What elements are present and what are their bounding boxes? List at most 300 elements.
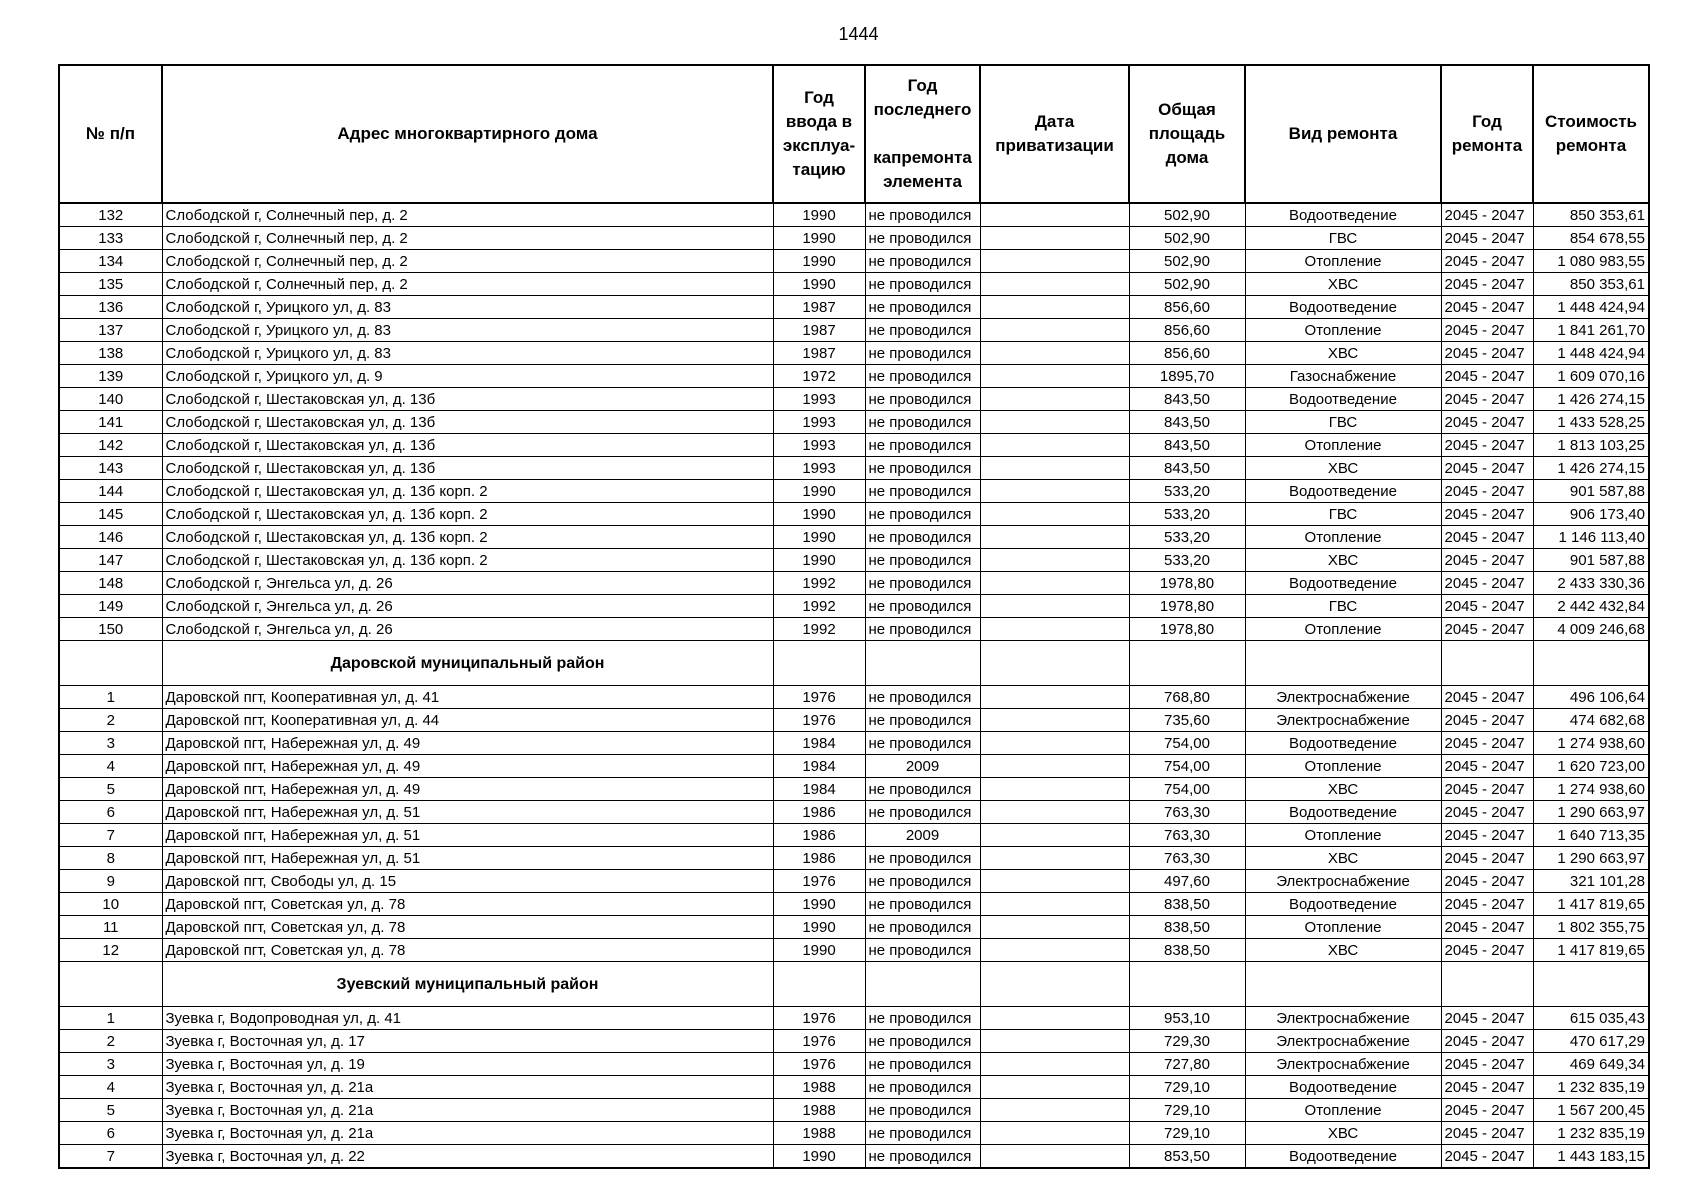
cell-repair-type: Водоотведение (1245, 732, 1441, 755)
table-row (59, 709, 1649, 732)
cell-repair-years: 2045 - 2047 (1441, 595, 1533, 618)
cell-year-built: 1988 (773, 1076, 865, 1099)
table-header (59, 65, 1649, 203)
cell-repair-type: Водоотведение (1245, 1145, 1441, 1169)
cell-repair-type: ГВС (1245, 503, 1441, 526)
table-row (59, 434, 1649, 457)
cell-cost: 2 433 330,36 (1533, 572, 1649, 595)
cell-repair-type: Отопление (1245, 526, 1441, 549)
cell-repair-years: 2045 - 2047 (1441, 434, 1533, 457)
cell-area: 497,60 (1129, 870, 1245, 893)
cell-no: 142 (59, 434, 162, 457)
cell-last-repair: не проводился (865, 365, 980, 388)
cell-repair-type: ГВС (1245, 411, 1441, 434)
cell-address: Слободской г, Шестаковская ул, д. 13б (162, 411, 773, 434)
cell-repair-type: Водоотведение (1245, 203, 1441, 227)
cell-no: 149 (59, 595, 162, 618)
cell-repair-years: 2045 - 2047 (1441, 549, 1533, 572)
cell-year-built: 1987 (773, 342, 865, 365)
cell-repair-type: ХВС (1245, 273, 1441, 296)
cell-no: 6 (59, 801, 162, 824)
cell-repair-years: 2045 - 2047 (1441, 572, 1533, 595)
cell-year-built: 1986 (773, 801, 865, 824)
cell-cost: 1 274 938,60 (1533, 778, 1649, 801)
cell-address: Зуевка г, Восточная ул, д. 17 (162, 1030, 773, 1053)
cell-privatization (980, 801, 1129, 824)
cell-repair-type: Отопление (1245, 1099, 1441, 1122)
cell-area: 754,00 (1129, 755, 1245, 778)
cell-address: Слободской г, Шестаковская ул, д. 13б корп. 2 (162, 480, 773, 503)
cell-address: Слободской г, Солнечный пер, д. 2 (162, 203, 773, 227)
table-row (59, 342, 1649, 365)
cell-address: Слободской г, Шестаковская ул, д. 13б корп. 2 (162, 526, 773, 549)
cell-cost: 1 448 424,94 (1533, 296, 1649, 319)
table-row (59, 227, 1649, 250)
cell-privatization (980, 916, 1129, 939)
table-row (59, 870, 1649, 893)
cell-last-repair: не проводился (865, 273, 980, 296)
cell-area: 763,30 (1129, 847, 1245, 870)
cell-no: 139 (59, 365, 162, 388)
cell-area: 843,50 (1129, 411, 1245, 434)
table-row (59, 1030, 1649, 1053)
cell-repair-years: 2045 - 2047 (1441, 686, 1533, 709)
cell-address: Даровской пгт, Советская ул, д. 78 (162, 893, 773, 916)
cell-repair-type: Электроснабжение (1245, 870, 1441, 893)
cell-no: 11 (59, 916, 162, 939)
cell-year-built: 1992 (773, 618, 865, 641)
cell-area: 763,30 (1129, 824, 1245, 847)
cell-repair-type: ХВС (1245, 778, 1441, 801)
cell-privatization (980, 847, 1129, 870)
cell-repair-type: Отопление (1245, 319, 1441, 342)
section-empty-cell (1245, 641, 1441, 686)
cell-no: 2 (59, 709, 162, 732)
cell-area: 502,90 (1129, 227, 1245, 250)
cell-year-built: 1984 (773, 755, 865, 778)
cell-area: 843,50 (1129, 434, 1245, 457)
cell-address: Даровской пгт, Кооперативная ул, д. 44 (162, 709, 773, 732)
cell-last-repair: не проводился (865, 319, 980, 342)
cell-last-repair: не проводился (865, 549, 980, 572)
cell-last-repair: не проводился (865, 1122, 980, 1145)
cell-repair-type: ХВС (1245, 457, 1441, 480)
cell-year-built: 1990 (773, 549, 865, 572)
cell-no: 5 (59, 1099, 162, 1122)
cell-privatization (980, 1145, 1129, 1169)
cell-cost: 901 587,88 (1533, 549, 1649, 572)
cell-last-repair: не проводился (865, 526, 980, 549)
cell-repair-type: Электроснабжение (1245, 709, 1441, 732)
cell-year-built: 1990 (773, 227, 865, 250)
cell-repair-type: Водоотведение (1245, 893, 1441, 916)
cell-address: Слободской г, Урицкого ул, д. 9 (162, 365, 773, 388)
table-row (59, 847, 1649, 870)
section-empty-cell (1441, 641, 1533, 686)
cell-repair-years: 2045 - 2047 (1441, 365, 1533, 388)
cell-repair-type: ГВС (1245, 227, 1441, 250)
table-row (59, 1007, 1649, 1030)
cell-last-repair: не проводился (865, 250, 980, 273)
table-row (59, 686, 1649, 709)
cell-year-built: 1992 (773, 572, 865, 595)
cell-area: 1895,70 (1129, 365, 1245, 388)
cell-year-built: 1976 (773, 870, 865, 893)
cell-year-built: 1976 (773, 1030, 865, 1053)
cell-year-built: 1988 (773, 1122, 865, 1145)
cell-last-repair: не проводился (865, 342, 980, 365)
cell-repair-years: 2045 - 2047 (1441, 893, 1533, 916)
cell-no: 10 (59, 893, 162, 916)
cell-address: Зуевка г, Восточная ул, д. 22 (162, 1145, 773, 1169)
cell-privatization (980, 549, 1129, 572)
table-row (59, 296, 1649, 319)
cell-area: 856,60 (1129, 319, 1245, 342)
cell-privatization (980, 203, 1129, 227)
cell-repair-years: 2045 - 2047 (1441, 411, 1533, 434)
cell-cost: 850 353,61 (1533, 203, 1649, 227)
cell-repair-years: 2045 - 2047 (1441, 457, 1533, 480)
cell-area: 735,60 (1129, 709, 1245, 732)
cell-repair-years: 2045 - 2047 (1441, 824, 1533, 847)
cell-address: Зуевка г, Восточная ул, д. 19 (162, 1053, 773, 1076)
cell-last-repair: не проводился (865, 939, 980, 962)
cell-area: 502,90 (1129, 273, 1245, 296)
cell-year-built: 1976 (773, 686, 865, 709)
table-row (59, 273, 1649, 296)
cell-repair-years: 2045 - 2047 (1441, 709, 1533, 732)
cell-no: 147 (59, 549, 162, 572)
cell-year-built: 1990 (773, 203, 865, 227)
cell-area: 768,80 (1129, 686, 1245, 709)
cell-area: 533,20 (1129, 526, 1245, 549)
cell-address: Слободской г, Энгельса ул, д. 26 (162, 618, 773, 641)
table-row (59, 411, 1649, 434)
cell-privatization (980, 1007, 1129, 1030)
table-row (59, 480, 1649, 503)
cell-no: 4 (59, 755, 162, 778)
cell-year-built: 1990 (773, 503, 865, 526)
cell-cost: 1 426 274,15 (1533, 388, 1649, 411)
cell-area: 1978,80 (1129, 595, 1245, 618)
cell-last-repair: не проводился (865, 686, 980, 709)
cell-address: Зуевка г, Восточная ул, д. 21а (162, 1099, 773, 1122)
cell-year-built: 1976 (773, 709, 865, 732)
header-year-built: Год ввода в эксплуа-тацию (773, 65, 865, 203)
cell-address: Даровской пгт, Набережная ул, д. 51 (162, 847, 773, 870)
cell-address: Даровской пгт, Набережная ул, д. 51 (162, 824, 773, 847)
cell-cost: 615 035,43 (1533, 1007, 1649, 1030)
cell-last-repair: не проводился (865, 1099, 980, 1122)
section-empty-cell (980, 962, 1129, 1007)
cell-no: 12 (59, 939, 162, 962)
cell-privatization (980, 480, 1129, 503)
cell-repair-years: 2045 - 2047 (1441, 778, 1533, 801)
cell-area: 843,50 (1129, 457, 1245, 480)
cell-repair-type: Электроснабжение (1245, 686, 1441, 709)
cell-repair-type: ХВС (1245, 342, 1441, 365)
cell-last-repair: не проводился (865, 1030, 980, 1053)
cell-no: 9 (59, 870, 162, 893)
cell-no: 141 (59, 411, 162, 434)
table-row (59, 250, 1649, 273)
table-row (59, 755, 1649, 778)
cell-cost: 496 106,64 (1533, 686, 1649, 709)
cell-repair-type: Водоотведение (1245, 480, 1441, 503)
cell-year-built: 1990 (773, 526, 865, 549)
cell-no: 138 (59, 342, 162, 365)
cell-address: Слободской г, Солнечный пер, д. 2 (162, 273, 773, 296)
cell-year-built: 1993 (773, 411, 865, 434)
cell-year-built: 1990 (773, 273, 865, 296)
cell-address: Зуевка г, Восточная ул, д. 21а (162, 1122, 773, 1145)
cell-privatization (980, 755, 1129, 778)
cell-address: Даровской пгт, Свободы ул, д. 15 (162, 870, 773, 893)
cell-repair-type: Электроснабжение (1245, 1053, 1441, 1076)
cell-cost: 901 587,88 (1533, 480, 1649, 503)
cell-no: 134 (59, 250, 162, 273)
cell-repair-years: 2045 - 2047 (1441, 1076, 1533, 1099)
table-row (59, 1099, 1649, 1122)
cell-area: 838,50 (1129, 916, 1245, 939)
cell-address: Слободской г, Энгельса ул, д. 26 (162, 572, 773, 595)
cell-privatization (980, 1099, 1129, 1122)
section-empty-cell (1533, 962, 1649, 1007)
cell-last-repair: не проводился (865, 709, 980, 732)
cell-cost: 1 567 200,45 (1533, 1099, 1649, 1122)
cell-last-repair: не проводился (865, 227, 980, 250)
cell-privatization (980, 870, 1129, 893)
cell-privatization (980, 365, 1129, 388)
cell-area: 729,30 (1129, 1030, 1245, 1053)
cell-repair-years: 2045 - 2047 (1441, 732, 1533, 755)
table-row (59, 916, 1649, 939)
cell-last-repair: не проводился (865, 1145, 980, 1169)
cell-area: 533,20 (1129, 503, 1245, 526)
section-empty-cell (59, 962, 162, 1007)
cell-last-repair: 2009 (865, 755, 980, 778)
page-number: 1444 (838, 24, 879, 44)
section-title: Зуевский муниципальный район (162, 962, 773, 1007)
cell-cost: 1 433 528,25 (1533, 411, 1649, 434)
cell-cost: 854 678,55 (1533, 227, 1649, 250)
cell-last-repair: не проводился (865, 732, 980, 755)
cell-repair-type: Отопление (1245, 250, 1441, 273)
cell-repair-years: 2045 - 2047 (1441, 870, 1533, 893)
cell-address: Слободской г, Шестаковская ул, д. 13б (162, 457, 773, 480)
cell-no: 143 (59, 457, 162, 480)
cell-no: 7 (59, 824, 162, 847)
cell-year-built: 1986 (773, 824, 865, 847)
cell-no: 3 (59, 1053, 162, 1076)
cell-no: 1 (59, 1007, 162, 1030)
cell-no: 144 (59, 480, 162, 503)
cell-year-built: 1993 (773, 434, 865, 457)
header-last-repair: Год последнего капремонта элемента (865, 65, 980, 203)
cell-year-built: 1976 (773, 1053, 865, 1076)
cell-address: Слободской г, Шестаковская ул, д. 13б (162, 388, 773, 411)
table-row (59, 1076, 1649, 1099)
cell-cost: 469 649,34 (1533, 1053, 1649, 1076)
cell-repair-years: 2045 - 2047 (1441, 1030, 1533, 1053)
cell-repair-type: Водоотведение (1245, 801, 1441, 824)
cell-privatization (980, 273, 1129, 296)
cell-no: 145 (59, 503, 162, 526)
table-row (59, 1145, 1649, 1169)
cell-cost: 1 146 113,40 (1533, 526, 1649, 549)
cell-repair-type: Отопление (1245, 916, 1441, 939)
cell-area: 502,90 (1129, 250, 1245, 273)
cell-repair-years: 2045 - 2047 (1441, 801, 1533, 824)
cell-privatization (980, 411, 1129, 434)
section-empty-cell (773, 962, 865, 1007)
table-row (59, 388, 1649, 411)
cell-last-repair: не проводился (865, 572, 980, 595)
table-row (59, 824, 1649, 847)
table-row (59, 365, 1649, 388)
cell-year-built: 1990 (773, 939, 865, 962)
cell-repair-years: 2045 - 2047 (1441, 1099, 1533, 1122)
cell-cost: 1 448 424,94 (1533, 342, 1649, 365)
cell-repair-type: ГВС (1245, 595, 1441, 618)
cell-repair-type: Электроснабжение (1245, 1030, 1441, 1053)
cell-repair-years: 2045 - 2047 (1441, 1145, 1533, 1169)
section-empty-cell (1245, 962, 1441, 1007)
cell-repair-type: ХВС (1245, 847, 1441, 870)
header-repair-years: Год ремонта (1441, 65, 1533, 203)
cell-cost: 1 232 835,19 (1533, 1122, 1649, 1145)
cell-privatization (980, 319, 1129, 342)
cell-repair-type: ХВС (1245, 549, 1441, 572)
cell-no: 5 (59, 778, 162, 801)
cell-no: 6 (59, 1122, 162, 1145)
cell-address: Даровской пгт, Набережная ул, д. 49 (162, 778, 773, 801)
cell-cost: 4 009 246,68 (1533, 618, 1649, 641)
cell-repair-years: 2045 - 2047 (1441, 342, 1533, 365)
table-row (59, 595, 1649, 618)
cell-area: 533,20 (1129, 549, 1245, 572)
cell-no: 146 (59, 526, 162, 549)
table-row (59, 457, 1649, 480)
cell-area: 1978,80 (1129, 618, 1245, 641)
cell-cost: 1 841 261,70 (1533, 319, 1649, 342)
cell-repair-years: 2045 - 2047 (1441, 296, 1533, 319)
cell-no: 136 (59, 296, 162, 319)
cell-cost: 470 617,29 (1533, 1030, 1649, 1053)
cell-last-repair: не проводился (865, 847, 980, 870)
cell-last-repair: не проводился (865, 778, 980, 801)
cell-last-repair: не проводился (865, 296, 980, 319)
section-title: Даровской муниципальный район (162, 641, 773, 686)
cell-year-built: 1988 (773, 1099, 865, 1122)
header-privatization: Дата приватизации (980, 65, 1129, 203)
cell-privatization (980, 709, 1129, 732)
cell-last-repair: не проводился (865, 618, 980, 641)
cell-privatization (980, 824, 1129, 847)
cell-area: 843,50 (1129, 388, 1245, 411)
cell-area: 856,60 (1129, 296, 1245, 319)
table-row (59, 1122, 1649, 1145)
cell-no: 137 (59, 319, 162, 342)
cell-no: 4 (59, 1076, 162, 1099)
cell-repair-type: Водоотведение (1245, 572, 1441, 595)
cell-area: 856,60 (1129, 342, 1245, 365)
cell-last-repair: не проводился (865, 411, 980, 434)
table-row (59, 526, 1649, 549)
cell-privatization (980, 1076, 1129, 1099)
cell-last-repair: не проводился (865, 1053, 980, 1076)
cell-repair-type: Водоотведение (1245, 1076, 1441, 1099)
cell-cost: 1 417 819,65 (1533, 893, 1649, 916)
cell-no: 140 (59, 388, 162, 411)
cell-privatization (980, 1053, 1129, 1076)
table-row (59, 1053, 1649, 1076)
cell-address: Слободской г, Энгельса ул, д. 26 (162, 595, 773, 618)
cell-repair-years: 2045 - 2047 (1441, 503, 1533, 526)
cell-privatization (980, 1030, 1129, 1053)
cell-address: Зуевка г, Восточная ул, д. 21а (162, 1076, 773, 1099)
table-row (59, 939, 1649, 962)
cell-repair-years: 2045 - 2047 (1441, 847, 1533, 870)
cell-cost: 1 274 938,60 (1533, 732, 1649, 755)
header-repair-type: Вид ремонта (1245, 65, 1441, 203)
cell-repair-type: Отопление (1245, 824, 1441, 847)
cell-cost: 1 417 819,65 (1533, 939, 1649, 962)
cell-privatization (980, 503, 1129, 526)
cell-privatization (980, 618, 1129, 641)
table-row (59, 503, 1649, 526)
cell-repair-years: 2045 - 2047 (1441, 203, 1533, 227)
cell-repair-type: ХВС (1245, 1122, 1441, 1145)
cell-last-repair: не проводился (865, 480, 980, 503)
cell-repair-type: Отопление (1245, 434, 1441, 457)
cell-last-repair: не проводился (865, 916, 980, 939)
cell-privatization (980, 296, 1129, 319)
cell-area: 729,10 (1129, 1122, 1245, 1145)
cell-repair-years: 2045 - 2047 (1441, 1053, 1533, 1076)
cell-year-built: 1976 (773, 1007, 865, 1030)
section-empty-cell (1129, 641, 1245, 686)
cell-year-built: 1992 (773, 595, 865, 618)
table-row (59, 618, 1649, 641)
table-body (59, 203, 1649, 1168)
cell-address: Слободской г, Урицкого ул, д. 83 (162, 319, 773, 342)
cell-privatization (980, 342, 1129, 365)
header-row (59, 65, 1649, 203)
section-row (59, 962, 1649, 1007)
cell-year-built: 1990 (773, 480, 865, 503)
cell-year-built: 1984 (773, 778, 865, 801)
cell-privatization (980, 778, 1129, 801)
cell-repair-years: 2045 - 2047 (1441, 1007, 1533, 1030)
cell-cost: 2 442 432,84 (1533, 595, 1649, 618)
table-row (59, 549, 1649, 572)
cell-address: Даровской пгт, Советская ул, д. 78 (162, 916, 773, 939)
cell-privatization (980, 227, 1129, 250)
cell-area: 754,00 (1129, 732, 1245, 755)
cell-repair-type: Водоотведение (1245, 388, 1441, 411)
cell-repair-years: 2045 - 2047 (1441, 618, 1533, 641)
cell-privatization (980, 526, 1129, 549)
cell-year-built: 1993 (773, 388, 865, 411)
table-row (59, 319, 1649, 342)
table-row (59, 203, 1649, 227)
header-no: № п/п (59, 65, 162, 203)
cell-last-repair: не проводился (865, 388, 980, 411)
cell-area: 729,10 (1129, 1099, 1245, 1122)
cell-privatization (980, 572, 1129, 595)
cell-address: Даровской пгт, Кооперативная ул, д. 41 (162, 686, 773, 709)
